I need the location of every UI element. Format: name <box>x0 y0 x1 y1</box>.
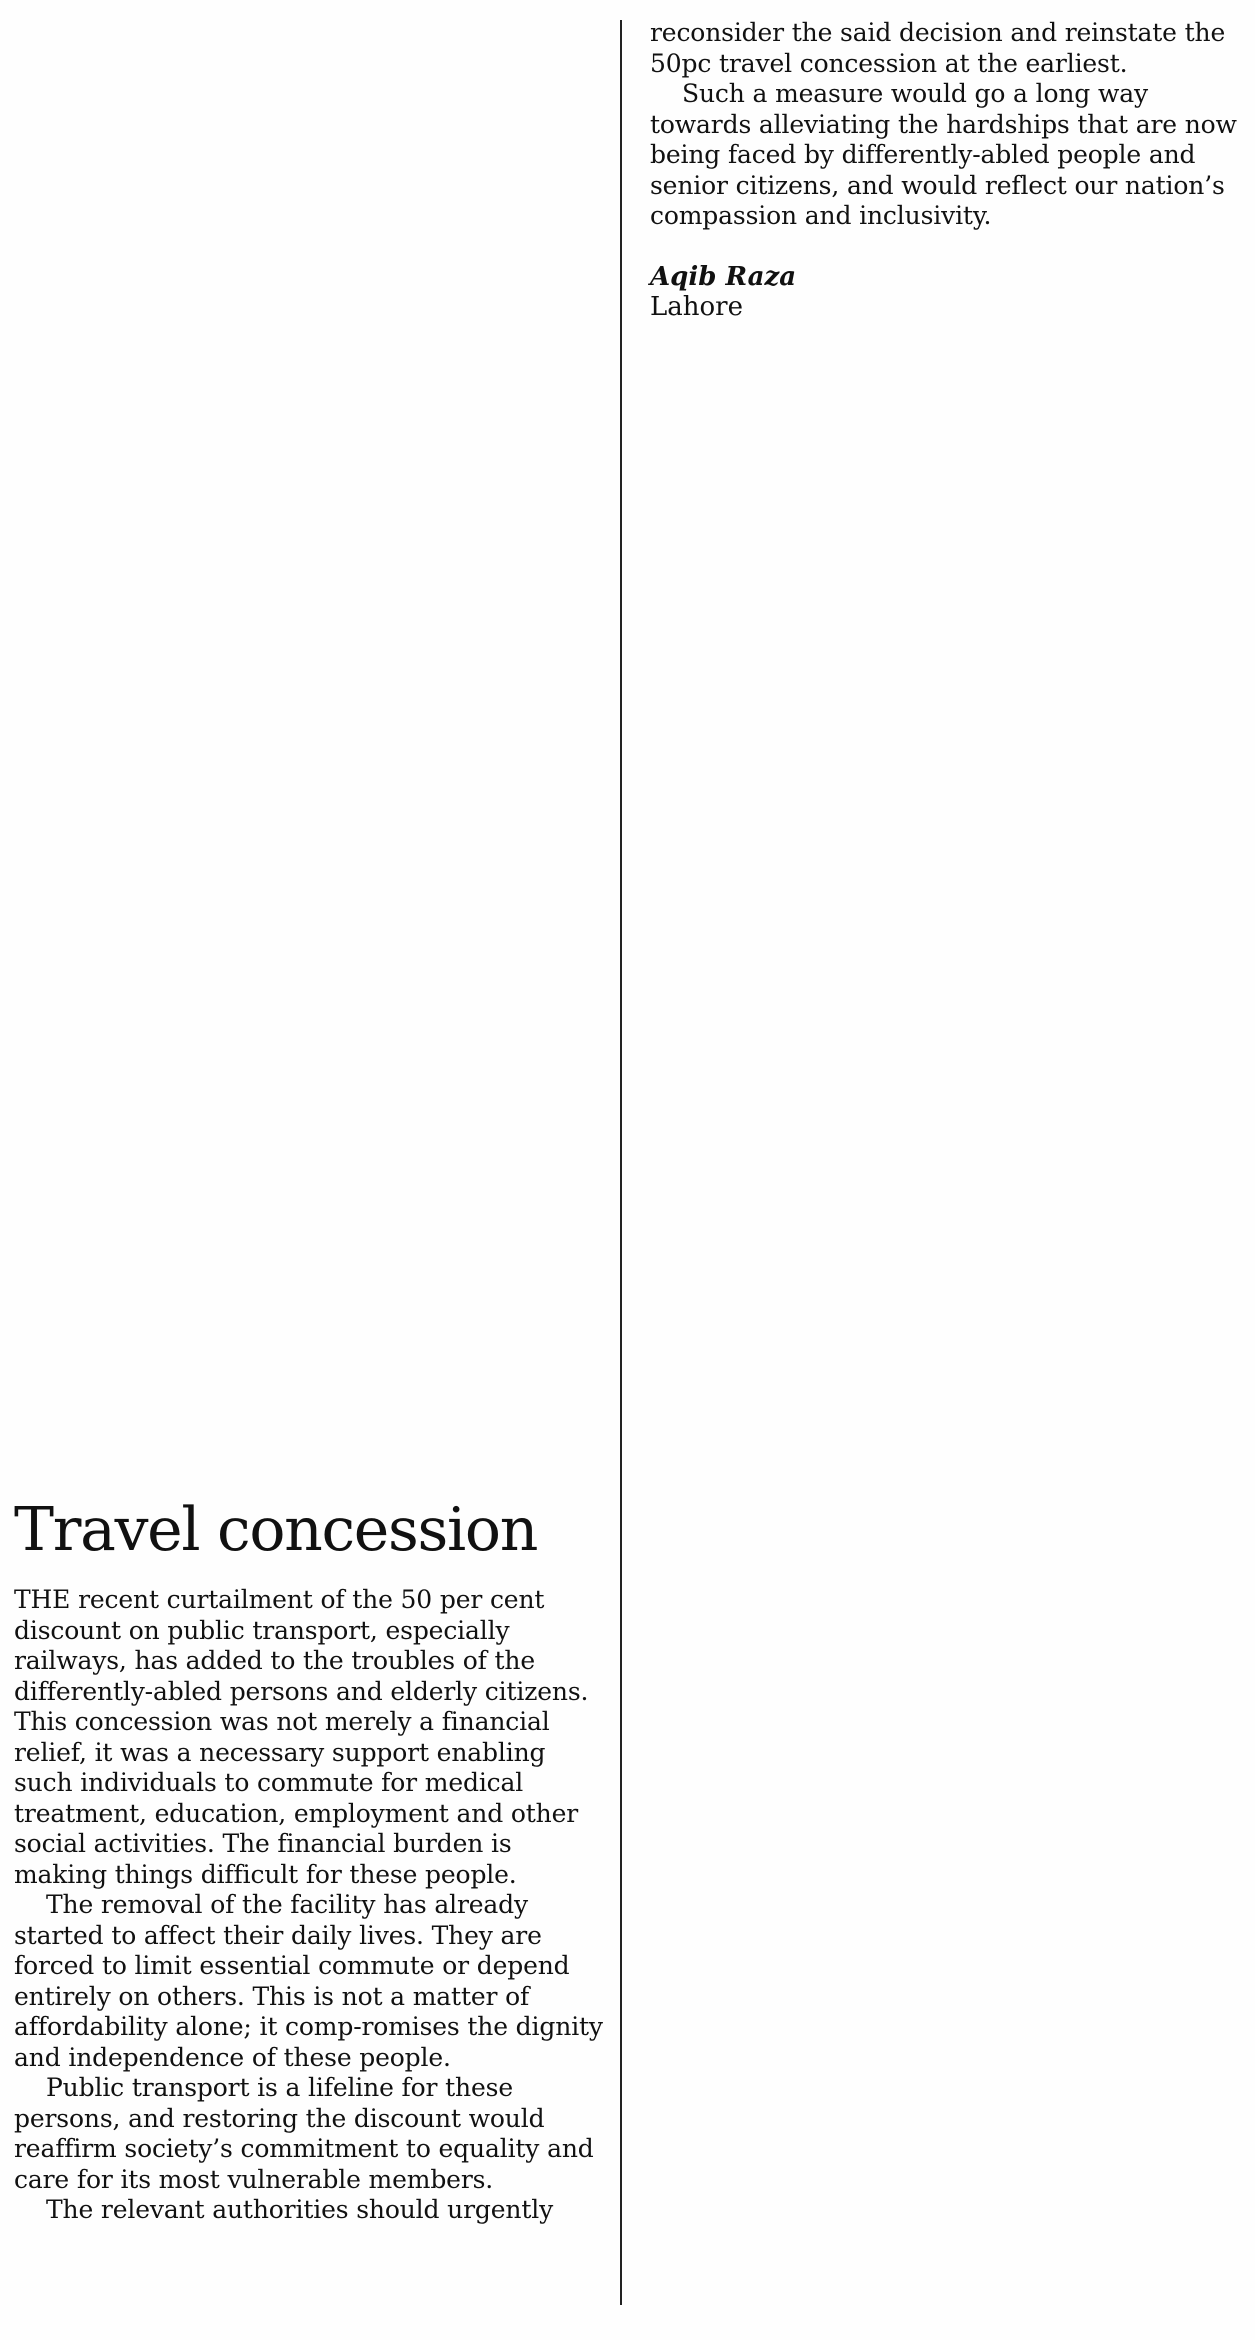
column-divider <box>620 20 622 2305</box>
author-location: Lahore <box>650 291 743 322</box>
left-column <box>14 1495 610 2226</box>
article-headline: Travel concession <box>14 1495 538 1565</box>
article-paragraph: THE recent curtailment of the 50 per cent discount on public transport, especially railways, has added to the troubles of the differently-abled persons and elderly citizens. This concession was not merely a financial relief, it was a necessary support enabling such individuals to commute for medical treatment, education, employment and other social activities. The financial burden is making things difficult for these people. <box>14 1585 589 1889</box>
author-name: Aqib Raza <box>650 261 797 292</box>
article-paragraph: The relevant authorities should urgently <box>46 2195 554 2224</box>
article-paragraph: Public transport is a lifeline for these persons, and restoring the discount would reaffirm society’s commitment to equality and care for its most vulnerable members. <box>14 2073 594 2194</box>
right-column <box>650 18 1246 322</box>
article-paragraph: Such a measure would go a long way towards alleviating the hardships that are now being faced by differently-abled people and senior citizens, and would reflect our nation’s compassion and inclusivity. <box>650 79 1237 230</box>
letter-signature <box>650 262 1246 322</box>
article-paragraph: reconsider the said decision and reinstate the 50pc travel concession at the earliest. <box>650 18 1226 78</box>
article-paragraph: The removal of the facility has already started to affect their daily lives. They are forced to limit essential commute or depend entirely on others. This is not a matter of affordability alone; it comp-romises the dignity and independence of these people. <box>14 1890 603 2072</box>
